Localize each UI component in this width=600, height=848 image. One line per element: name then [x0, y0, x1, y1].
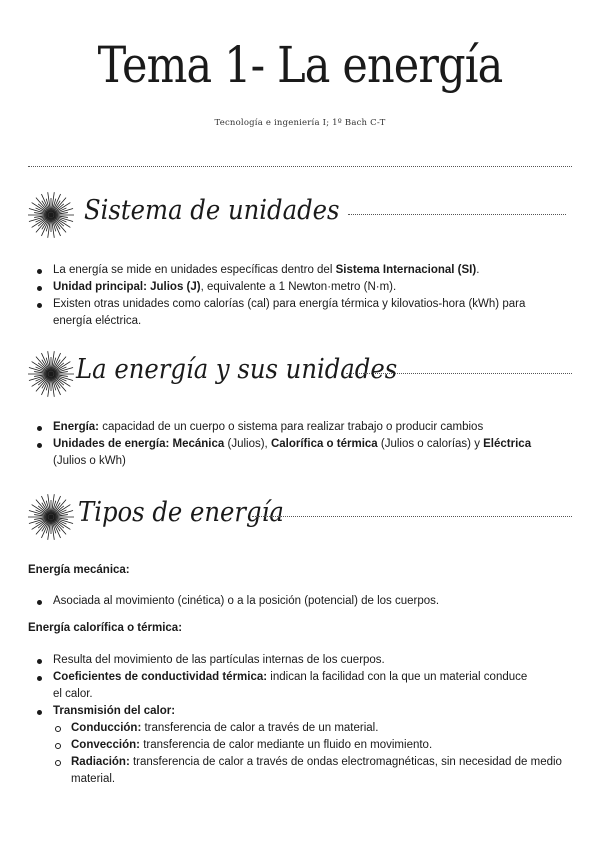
sub-list [53, 720, 568, 788]
section-title: Tipos de energía [78, 497, 284, 528]
subheading-energia-calorifica: Energía calorífica o térmica: [28, 622, 183, 634]
page-subtitle: Tecnología e ingeniería I; 1º Bach C-T [214, 118, 386, 128]
sunburst-icon [26, 350, 76, 398]
list-item: Energía: capacidad de un cuerpo o sistema para realizar trabajo o producir cambios [28, 419, 568, 436]
list-item: Unidad principal: Julios (J), equivalente a 1 Newton·metro (N·m). [28, 279, 568, 296]
sub-list-item: Convección: transferencia de calor mediante un fluido en movimiento. [53, 737, 568, 754]
list-item: Coeficientes de conductividad térmica: indican la facilidad con la que un material conduce el calor. [28, 669, 568, 703]
section-sistema-de-unidades [26, 191, 572, 239]
bullet-list [28, 593, 568, 610]
section-title: La energía y sus unidades [76, 354, 398, 385]
section-rule [348, 214, 566, 215]
sunburst-icon [26, 493, 76, 541]
sunburst-icon [26, 191, 76, 239]
section-tipos-de-energia [26, 493, 572, 541]
header-divider [28, 166, 572, 167]
sub-list-item: Radiación: transferencia de calor a través de ondas electromagnéticas, sin necesidad de medio material. [53, 754, 568, 788]
list-item: Resulta del movimiento de las partículas internas de los cuerpos. [28, 652, 568, 669]
list-item: Asociada al movimiento (cinética) o a la posición (potencial) de los cuerpos. [28, 593, 568, 610]
section-la-energia-y-sus-unidades [26, 350, 572, 398]
bullet-list [28, 419, 568, 470]
page-title: Tema 1- La energía [97, 36, 503, 94]
list-item: La energía se mide en unidades específicas dentro del Sistema Internacional (SI). [28, 262, 568, 279]
section-title: Sistema de unidades [84, 195, 340, 226]
bullet-list [28, 262, 568, 330]
section-rule [346, 373, 572, 374]
subheading-energia-mecanica: Energía mecánica: [28, 564, 130, 576]
list-item: Existen otras unidades como calorías (cal) para energía térmica y kilovatios-hora (kWh) para energía eléctrica. [28, 296, 568, 330]
list-item: Unidades de energía: Mecánica (Julios), Calorífica o térmica (Julios o calorías) y Eléctrica (Julios o kWh) [28, 436, 568, 470]
bullet-list [28, 652, 568, 788]
list-item: Transmisión del calor: Conducción: transferencia de calor a través de un material. Convección: transferencia de calor mediante un fluido en movimiento. Radiación: transferencia de calor a través de ondas electromagnéticas, sin necesidad de medio material. [28, 703, 568, 788]
sub-list-item: Conducción: transferencia de calor a través de un material. [53, 720, 568, 737]
section-rule [252, 516, 572, 517]
